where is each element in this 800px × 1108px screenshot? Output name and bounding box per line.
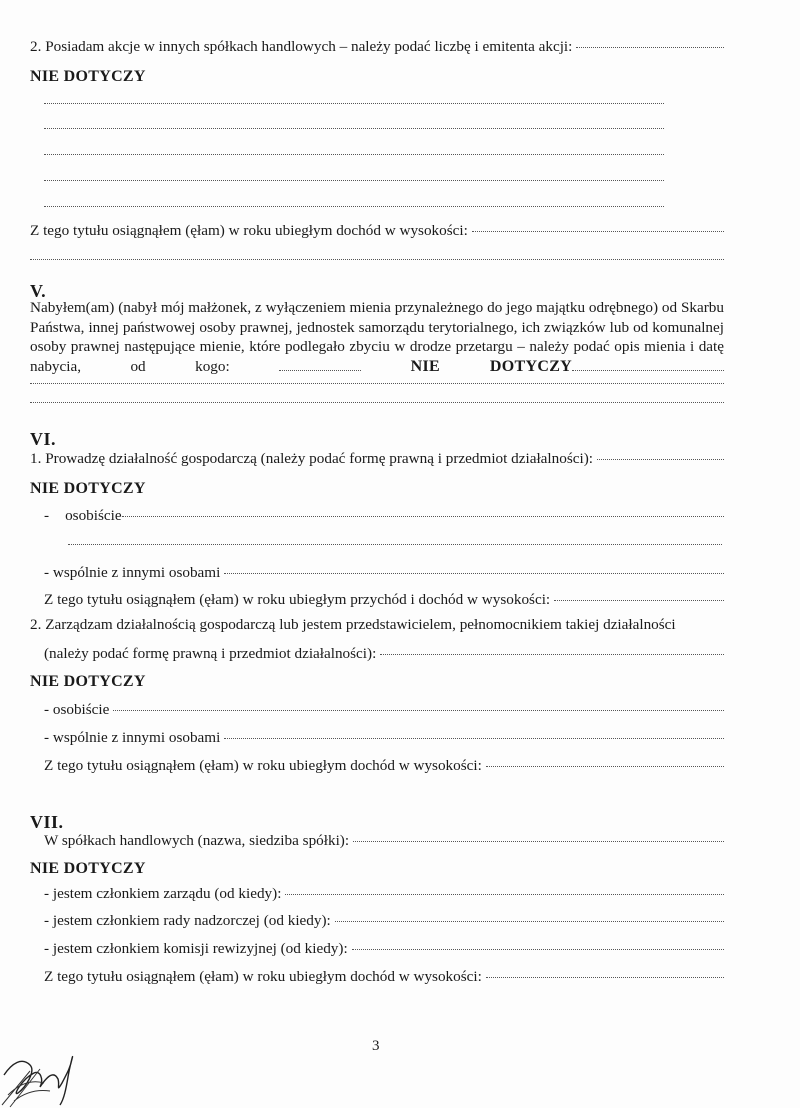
supervisory-row (44, 912, 724, 930)
answer-line[interactable] (44, 128, 664, 129)
companies-question-row (44, 832, 724, 850)
answer-line[interactable] (44, 103, 664, 104)
revenue-income-field[interactable] (554, 600, 724, 601)
business-question-row (30, 450, 724, 468)
jointly-label: - wspólnie z innymi osobami (44, 564, 221, 581)
shares-question: 2. Posiadam akcje w innych spółkach handlowych – należy podać liczbę i emitenta akcji: (30, 38, 573, 55)
personal-row (44, 701, 724, 719)
companies-answer-field[interactable] (353, 841, 724, 842)
jointly-label: - wspólnie z innymi osobami (44, 729, 221, 746)
property-answer-field[interactable] (572, 370, 724, 371)
revenue-income-label: Z tego tytułu osiągnąłem (ęłam) w roku ubiegłym przychód i dochód w wysokości: (44, 591, 551, 608)
not-applicable-label: NIE DOTYCZY (30, 480, 146, 497)
personal-field[interactable] (122, 516, 724, 517)
answer-line[interactable] (68, 544, 722, 545)
not-applicable-label: NIE DOTYCZY (30, 68, 146, 85)
income-label: Z tego tytułu osiągnąłem (ęłam) w roku ubiegłym dochód w wysokości: (44, 968, 482, 985)
audit-member-label: - jestem członkiem komisji rewizyjnej (od kiedy): (44, 940, 348, 957)
board-member-field[interactable] (285, 894, 724, 895)
section-heading-v: V. (30, 281, 47, 301)
income-field[interactable] (486, 766, 724, 767)
not-applicable-label: NIE DOTYCZY (30, 860, 146, 877)
dash-marker: - (44, 507, 50, 524)
answer-line[interactable] (44, 154, 664, 155)
personal-field[interactable] (113, 710, 724, 711)
signature-image (0, 1035, 90, 1108)
income-row (44, 757, 724, 775)
income-field[interactable] (472, 231, 724, 232)
supervisory-member-label: - jestem członkiem rady nadzorczej (od kiedy): (44, 912, 331, 929)
business-answer-field[interactable] (597, 459, 724, 460)
board-member-label: - jestem członkiem zarządu (od kiedy): (44, 885, 282, 902)
income-label: Z tego tytułu osiągnąłem (ęłam) w roku ubiegłym dochód w wysokości: (30, 222, 468, 239)
management-question-line2: (należy podać formę prawną i przedmiot działalności): (44, 645, 377, 662)
income-field[interactable] (486, 977, 724, 978)
audit-member-field[interactable] (352, 949, 724, 950)
income-row (30, 222, 724, 240)
income-label: Z tego tytułu osiągnąłem (ęłam) w roku ubiegłym dochód w wysokości: (44, 757, 482, 774)
management-question-line1: 2. Zarządzam działalnością gospodarczą lub jestem przedstawicielem, pełnomocnikiem takiej działalności (30, 616, 676, 633)
board-row (44, 885, 724, 903)
management-answer-field[interactable] (380, 654, 724, 655)
shares-question-row (30, 38, 724, 56)
answer-line[interactable] (44, 180, 664, 181)
jointly-row (44, 564, 724, 582)
answer-line[interactable] (30, 383, 724, 384)
property-answer-field[interactable] (279, 370, 361, 371)
page-number: 3 (372, 1038, 380, 1054)
supervisory-member-field[interactable] (335, 921, 724, 922)
answer-line[interactable] (30, 259, 724, 260)
business-question: 1. Prowadzę działalność gospodarczą (należy podać formę prawną i przedmiot działalności): (30, 450, 593, 467)
jointly-field[interactable] (224, 738, 724, 739)
jointly-field[interactable] (224, 573, 724, 574)
personal-label: osobiście (65, 507, 122, 524)
property-question: Nabyłem(am) (nabył mój małżonek, z wyłączeniem mienia przynależnego do jego majątku odrębnego) od Skarbu Państwa, innej państwowej osoby prawnej, jednostek samorządu terytorialnego, ich związków lub od komunalnej osoby prawnej następujące mienie, które podlegało zbyciu w drodze przetargu – należy podać opis mienia i datę nabycia, od kogo: (30, 299, 724, 375)
section-heading-vi: VI. (30, 429, 57, 449)
audit-row (44, 940, 724, 958)
revenue-income-row (44, 591, 724, 609)
companies-question: W spółkach handlowych (nazwa, siedziba spółki): (44, 832, 350, 849)
management-question-row (44, 645, 724, 663)
personal-row (44, 507, 724, 525)
not-applicable-label: NIE DOTYCZY (410, 357, 573, 375)
section-heading-vii: VII. (30, 812, 64, 832)
answer-line[interactable] (30, 402, 724, 403)
property-acquisition-paragraph (30, 298, 724, 376)
answer-line[interactable] (44, 206, 664, 207)
not-applicable-label: NIE DOTYCZY (30, 673, 146, 690)
personal-label: - osobiście (44, 701, 110, 718)
jointly-row (44, 729, 724, 747)
income-row (44, 968, 724, 986)
shares-answer-field[interactable] (576, 47, 724, 48)
